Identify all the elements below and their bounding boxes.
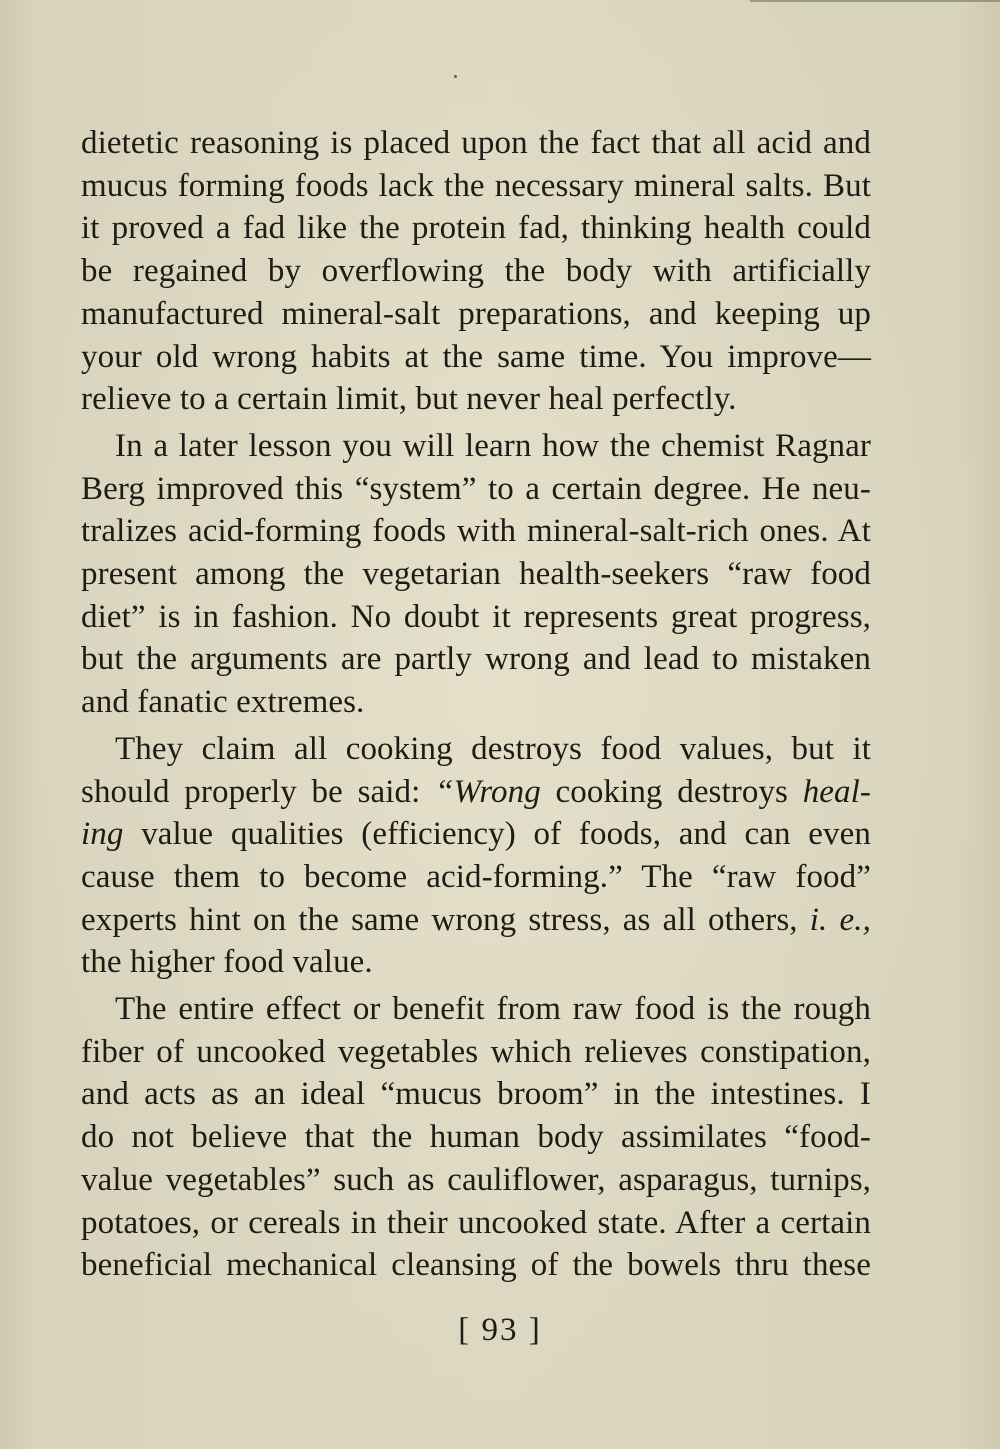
text-line: diet” is in fashion. No doubt it represents great progress, (81, 598, 871, 635)
text-line: do not believe that the human body assimilates “food- (81, 1119, 871, 1156)
text-run: value qualities (efficiency) of foods, and can even (123, 816, 871, 853)
text-line: In a later lesson you will learn how the chemist Ragnar (115, 427, 871, 464)
text-run: experts hint on the same wrong stress, as all others, (81, 901, 810, 938)
text-line: manufactured mineral-salt preparations, and keeping up (81, 295, 871, 332)
text-line (81, 771, 871, 814)
text-line: but the arguments are partly wrong and lead to mistaken (81, 641, 871, 678)
text-line (81, 899, 871, 942)
italic-run: “Wrong (435, 773, 541, 810)
text-line: the higher food value. (81, 944, 373, 981)
text-line (81, 813, 871, 856)
text-line: Berg improved this “system” to a certain degree. He neu- (81, 470, 871, 507)
text-line: mucus forming foods lack the necessary mineral salts. But (81, 167, 871, 204)
page-number: [ 93 ] (458, 1312, 542, 1348)
italic-run: ing (81, 816, 124, 853)
paragraph-4 (81, 988, 871, 1287)
paragraph-2 (81, 425, 871, 724)
text-line: your old wrong habits at the same time. You improve— (81, 338, 871, 375)
text-line: They claim all cooking destroys food values, but it (115, 730, 871, 767)
paragraph-1 (81, 122, 871, 421)
text-line: fiber of uncooked vegetables which relieves constipation, (81, 1033, 871, 1070)
page-edge-rule (750, 0, 1000, 2)
italic-run: i. e., (809, 901, 871, 938)
paragraph-3 (81, 728, 871, 984)
italic-run: heal- (802, 773, 871, 810)
body-text (81, 122, 871, 1287)
text-line: be regained by overflowing the body with artificially (81, 253, 871, 290)
text-run: should properly be said: (81, 773, 436, 810)
text-line: value vegetables” such as cauliflower, asparagus, turnips, (81, 1161, 871, 1198)
text-line: and fanatic extremes. (81, 684, 365, 721)
text-line: cause them to become acid-forming.” The “raw food” (81, 858, 871, 895)
text-line: it proved a fad like the protein fad, thinking health could (81, 210, 871, 247)
text-line: beneficial mechanical cleansing of the bowels thru these (81, 1247, 871, 1284)
text-line: relieve to a certain limit, but never heal perfectly. (81, 381, 737, 418)
text-line: and acts as an ideal “mucus broom” in the intestines. I (81, 1076, 871, 1113)
text-line: potatoes, or cereals in their uncooked state. After a certain (81, 1204, 871, 1241)
text-run: cooking destroys (540, 773, 803, 810)
text-line: The entire effect or benefit from raw food is the rough (115, 991, 871, 1028)
text-line: tralizes acid-forming foods with mineral-salt-rich ones. At (81, 513, 871, 550)
print-speck (454, 75, 457, 78)
text-line: present among the vegetarian health-seekers “raw food (81, 556, 871, 593)
text-line: dietetic reasoning is placed upon the fact that all acid and (81, 125, 871, 161)
